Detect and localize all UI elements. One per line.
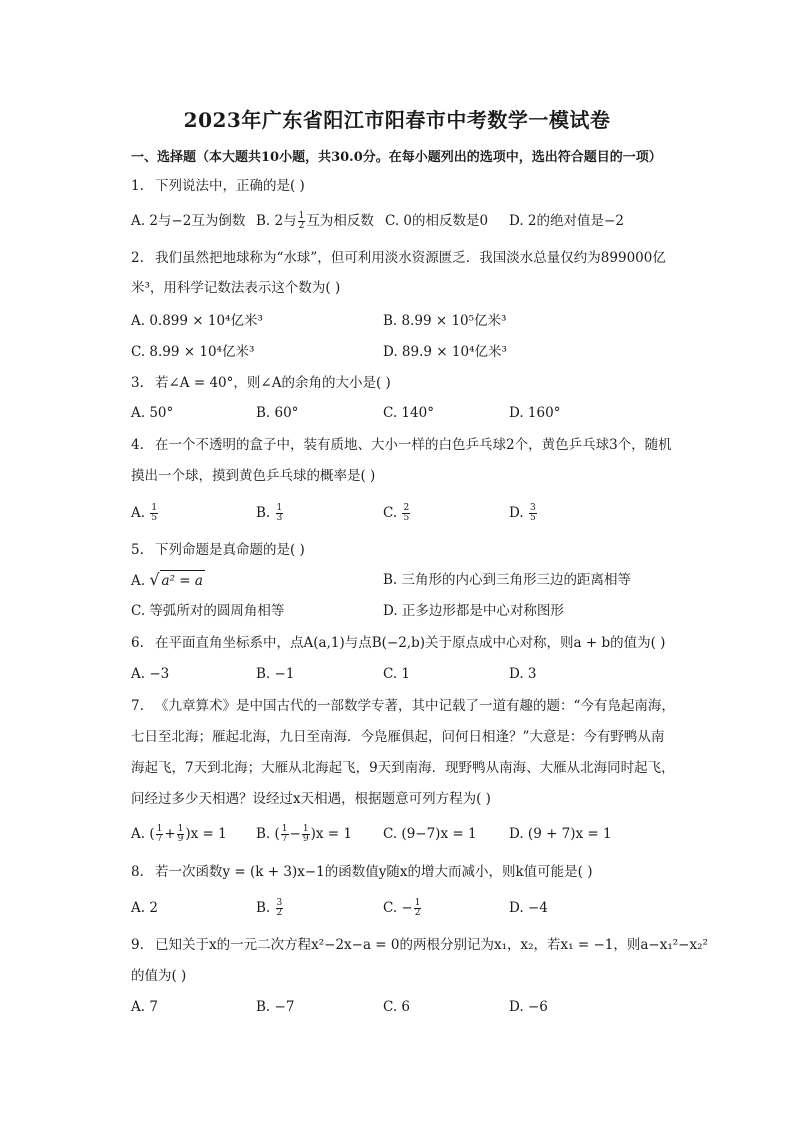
- fraction: $\frac{3}{5}$: [529, 503, 536, 523]
- q3-option-c: C. 140°: [383, 405, 434, 421]
- q5-option-a: A. √ a² = a: [131, 570, 203, 589]
- question-7-line-4: 问经过多少天相遇？设经过x天相遇，根据题意可列方程为( ): [131, 791, 491, 807]
- q6-option-b: B. −1: [256, 666, 295, 682]
- q5-option-c: C. 等弧所对的圆周角相等: [131, 603, 285, 619]
- q7-option-b: B. ( $\frac{1}{7}$ − $\frac{1}{9}$ )x = 1: [256, 824, 352, 844]
- fraction: $\frac{1}{2}$: [298, 211, 305, 231]
- page-title: 2023年广东省阳江市阳春市中考数学一模试卷: [183, 108, 611, 132]
- fraction: $\frac{1}{2}$: [414, 898, 421, 918]
- question-1: 1. 下列说法中，正确的是( ): [131, 178, 305, 194]
- question-2-line-1: 2. 我们虽然把地球称为“水球”，但可利用淡水资源匮乏．我国淡水总量仅约为899000亿: [131, 250, 666, 266]
- q1-option-a: A. 2与−2互为倒数: [131, 213, 246, 229]
- q5-option-d: D. 正多边形都是中心对称图形: [383, 603, 564, 619]
- fraction: $\frac{1}{9}$: [177, 824, 184, 844]
- q7-option-c: C. (9−7)x = 1: [383, 826, 477, 842]
- question-5: 5. 下列命题是真命题的是( ): [131, 542, 305, 558]
- q6-option-a: A. −3: [131, 666, 170, 682]
- q8-option-b: B. $\frac{3}{2}$: [256, 898, 283, 918]
- question-3: 3. 若∠A = 40°，则∠A的余角的大小是( ): [131, 375, 391, 391]
- question-7-line-2: 七日至北海；雁起北海，九日至南海．今凫雁俱起，问何日相逢？”大意是：今有野鸭从南: [131, 729, 665, 745]
- fraction: $\frac{1}{5}$: [151, 503, 158, 523]
- q4-option-b: B. $\frac{1}{3}$: [256, 503, 283, 523]
- question-4-line-1: 4. 在一个不透明的盒子中，装有质地、大小一样的白色乒乓球2个，黄色乒乓球3个，随机: [131, 437, 672, 453]
- question-9-line-2: 的值为( ): [131, 968, 187, 984]
- q2-option-d: D. 89.9 × 10⁴亿米³: [383, 344, 507, 360]
- q7-option-a: A. ( $\frac{1}{7}$ + $\frac{1}{9}$ )x = 1: [131, 824, 227, 844]
- question-4-line-2: 摸出一个球，摸到黄色乒乓球的概率是( ): [131, 468, 376, 484]
- section-heading: 一、选择题（本大题共10小题，共30.0分。在每小题列出的选项中，选出符合题目的一项）: [131, 150, 662, 165]
- fraction: $\frac{1}{7}$: [281, 824, 288, 844]
- q2-option-b: B. 8.99 × 10⁵亿米³: [383, 313, 507, 329]
- q8-option-d: D. −4: [509, 900, 548, 916]
- q8-option-a: A. 2: [131, 900, 158, 916]
- question-6: 6. 在平面直角坐标系中，点A(a,1)与点B(−2,b)关于原点成中心对称，则a + b的值为( ): [131, 635, 666, 651]
- fraction: $\frac{3}{2}$: [276, 898, 283, 918]
- q5-option-b: B. 三角形的内心到三角形三边的距离相等: [383, 572, 632, 588]
- q7-option-d: D. (9 + 7)x = 1: [509, 826, 612, 842]
- q9-option-b: B. −7: [256, 999, 295, 1015]
- question-2-line-2: 米³，用科学记数法表示这个数为( ): [131, 280, 341, 296]
- fraction: $\frac{2}{5}$: [403, 503, 410, 523]
- q4-option-c: C. $\frac{2}{5}$: [383, 503, 410, 523]
- fraction: $\frac{1}{9}$: [302, 824, 309, 844]
- sqrt-sign: √: [149, 570, 160, 589]
- q4-option-a: A. $\frac{1}{5}$: [131, 503, 158, 523]
- q6-option-d: D. 3: [509, 666, 537, 682]
- q2-option-a: A. 0.899 × 10⁴亿米³: [131, 313, 263, 329]
- q1-option-b: B. 2与 $\frac{1}{2}$ 互为相反数: [256, 211, 374, 231]
- sqrt-expression: a² = a: [160, 570, 205, 591]
- question-7-line-3: 海起飞，7天到北海；大雁从北海起飞，9天到南海．现野鸭从南海、大雁从北海同时起飞，: [131, 760, 675, 776]
- question-7-line-1: 7. 《九章算术》是中国古代的一部数学专著，其中记载了一道有趣的题：“今有凫起南海，: [131, 698, 675, 714]
- question-8: 8. 若一次函数y = (k + 3)x−1的函数值y随x的增大而减小，则k值可能是( ): [131, 864, 593, 880]
- question-9-line-1: 9. 已知关于x的一元二次方程x²−2x−a = 0的两根分别记为x₁，x₂，若x₁ = −1，则a−x₁²−x₂²: [131, 937, 708, 953]
- q1-option-d: D. 2的绝对值是−2: [509, 213, 624, 229]
- q4-option-d: D. $\frac{3}{5}$: [509, 503, 536, 523]
- fraction: $\frac{1}{7}$: [156, 824, 163, 844]
- q1-option-c: C. 0的相反数是0: [385, 213, 489, 229]
- q3-option-a: A. 50°: [131, 405, 174, 421]
- q3-option-b: B. 60°: [256, 405, 299, 421]
- q6-option-c: C. 1: [383, 666, 411, 682]
- q8-option-c: C. − $\frac{1}{2}$: [383, 898, 421, 918]
- q9-option-c: C. 6: [383, 999, 411, 1015]
- q9-option-a: A. 7: [131, 999, 158, 1015]
- q2-option-c: C. 8.99 × 10⁴亿米³: [131, 344, 255, 360]
- q3-option-d: D. 160°: [509, 405, 561, 421]
- q9-option-d: D. −6: [509, 999, 548, 1015]
- fraction: $\frac{1}{3}$: [276, 503, 283, 523]
